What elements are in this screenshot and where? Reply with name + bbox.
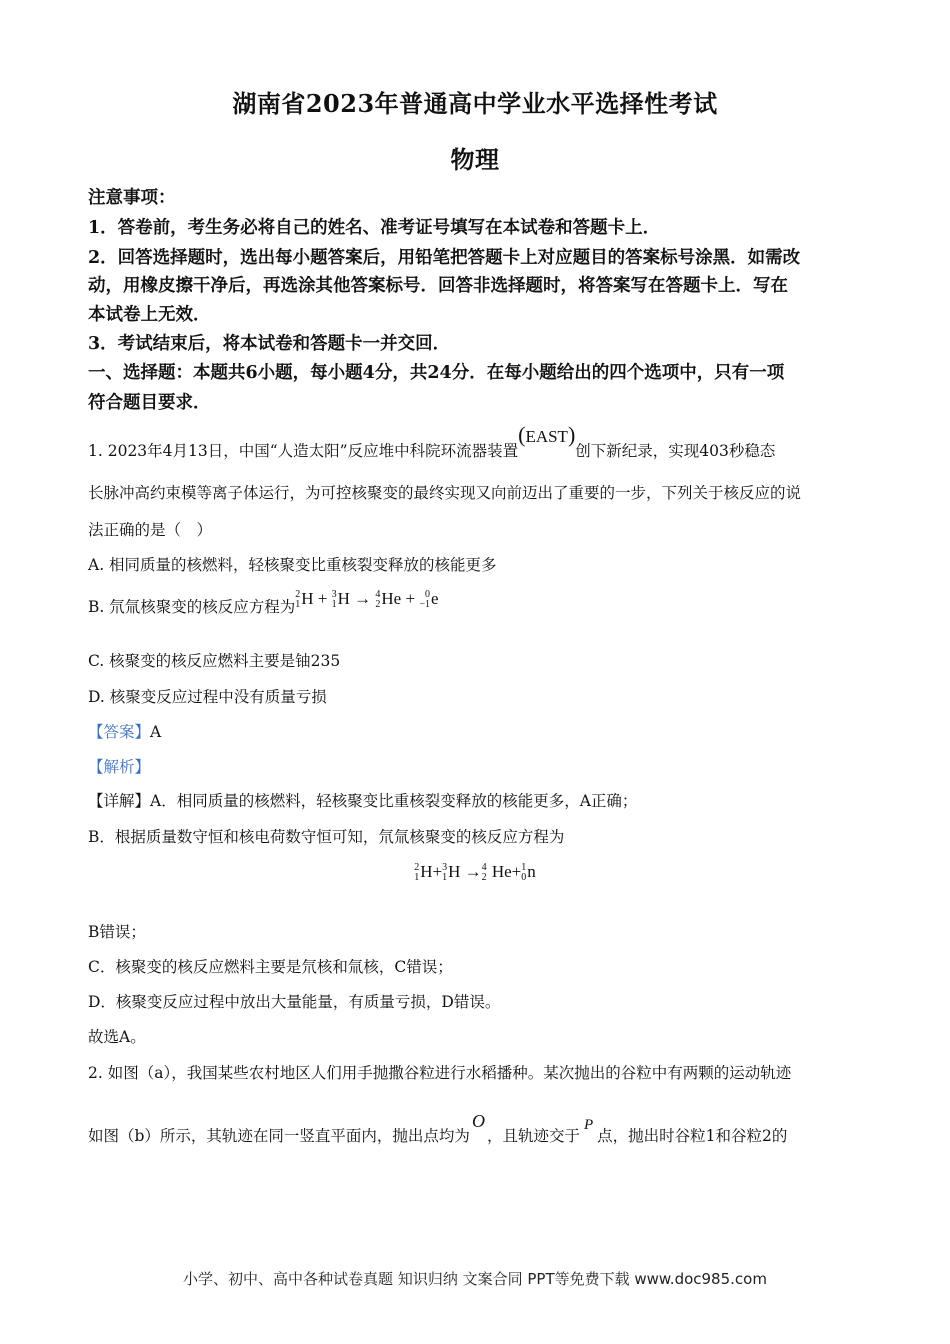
answer-label: 【答案】 (88, 723, 151, 741)
q1-stem-part-2: 创下新纪录，实现403秒稳态 (575, 442, 776, 460)
detail-d: D．核聚变反应过程中放出大量能量，有质量亏损，D错误。 (88, 993, 501, 1011)
answer-value: A (150, 723, 162, 741)
q1-option-d: D. 核聚变反应过程中没有质量亏损 (88, 688, 327, 706)
subject-title: 物理 (450, 145, 500, 174)
point-p: P (583, 1117, 594, 1133)
q1-option-b-equation: 2 1 H + 3 1 H → 4 2 He + 0 −1 e (295, 589, 439, 611)
detail-b-equation: 2 1 H+ 3 1 H → 4 2 He+ 1 0 n (414, 862, 536, 884)
q2-line-2: 如图（b）所示，其轨迹在同一竖直平面内，抛出点均为O，且轨迹交于P点，抛出时谷粒1和谷粒2的 (88, 1111, 788, 1145)
conclusion: 故选A。 (88, 1028, 146, 1046)
section-heading-line-2: 符合题目要求． (88, 393, 211, 413)
detail-a: 【详解】A．相同质量的核燃料，轻核聚变比重核裂变释放的核能更多，A正确； (88, 792, 638, 810)
q1-stem-line-1 (88, 422, 888, 462)
exam-title: 湖南省2023年普通高中学业水平选择性考试 (232, 89, 718, 118)
notice-item-3: 3．考试结束后，将本试卷和答题卡一并交回． (88, 334, 451, 354)
notice-item-1: 1．答卷前，考生务必将自己的姓名、准考证号填写在本试卷和答题卡上． (88, 218, 661, 238)
analysis-label: 【解析】 (88, 758, 151, 776)
notice-heading: 注意事项： (88, 188, 176, 208)
q1-option-b (88, 589, 868, 618)
detail-c: C．核聚变的核反应燃料主要是氘核和氚核，C错误； (88, 958, 453, 976)
q1-stem-line-2: 长脉冲高约束模等离子体运行，为可控核聚变的最终实现又向前迈出了重要的一步，下列关于核反应的说 (88, 484, 802, 502)
section-heading-line-1: 一、选择题：本题共6小题，每小题4分，共24分．在每小题给出的四个选项中，只有一项 (88, 363, 785, 383)
device-name: (EAST) (518, 422, 576, 447)
detail-label: 【详解】 (88, 792, 151, 810)
footer-text: 小学、初中、高中各种试卷真题 知识归纳 文案合同 PPT等免费下载 www.doc985.com (183, 1270, 767, 1288)
notice-item-2-line-1: 2．回答选择题时，选出每小题答案后，用铅笔把答题卡上对应题目的答案标号涂黑．如需改 (88, 248, 801, 268)
q1-option-b-text: B. 氘氚核聚变的核反应方程为 (88, 598, 296, 616)
notice-item-2-line-2: 动，用橡皮擦干净后，再选涂其他答案标号．回答非选择题时，将答案写在答题卡上．写在 (88, 276, 788, 296)
q1-stem-line-3: 法正确的是（ ） (88, 521, 213, 539)
q1-answer (88, 721, 868, 743)
q2-line-1: 2. 如图（a），我国某些农村地区人们用手抛撒谷粒进行水稻播种。某次抛出的谷粒中有两颗的运动轨迹 (88, 1064, 792, 1082)
q1-option-c: C. 核聚变的核反应燃料主要是铀235 (88, 652, 341, 670)
notice-item-2-line-3: 本试卷上无效． (88, 305, 211, 325)
detail-b-wrong: B错误； (88, 923, 146, 941)
q1-option-a: A. 相同质量的核燃料，轻核聚变比重核裂变释放的核能更多 (88, 556, 497, 574)
point-o: O (471, 1111, 485, 1131)
q1-stem-part-1: 1. 2023年4月13日，中国“人造太阳”反应堆中科院环流器装置 (88, 442, 519, 460)
detail-b: B．根据质量数守恒和核电荷数守恒可知，氘氚核聚变的核反应方程为 (88, 828, 565, 846)
